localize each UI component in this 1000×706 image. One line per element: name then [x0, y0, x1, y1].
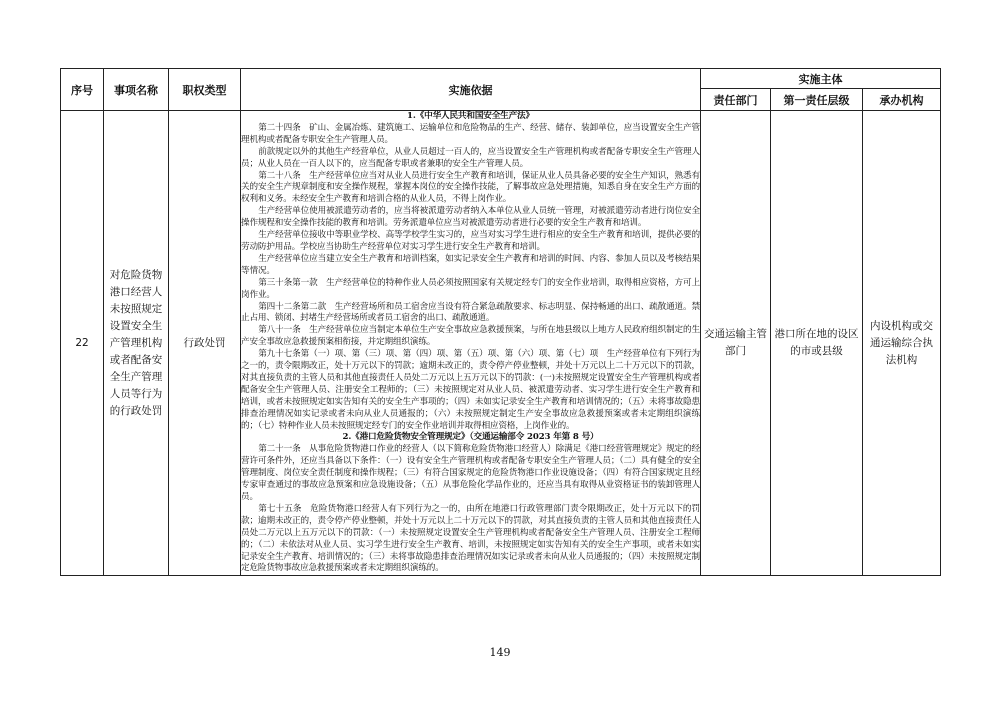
header-power-type: 职权类型 — [169, 69, 241, 111]
header-agency: 承办机构 — [863, 89, 941, 111]
row-first-level: 港口所在地的设区的市或县级 — [774, 328, 859, 358]
basis-paragraph: 生产经营单位接收中等职业学校、高等学校学生实习的，应当对实习学生进行相应的安全生产教育和培训，提供必要的劳动防护用品。学校应当协助生产经营单位对实习学生进行安全生产教育和培训。 — [241, 230, 700, 252]
row-item-name: 对危险货物港口经营人未按照规定设置安全生产管理机构或者配备安全生产管理人员等行为的行政处罚 — [109, 268, 163, 417]
basis-paragraph: 第二十一条 从事危险货物港口作业的经营人（以下简称危险货物港口经营人）除满足《港口经营管理规定》规定的经营许可条件外，还应当具备以下条件：（一）设有安全生产管理机构或者配备专职安全生产管理人员；（二）具有健全的安全管理制度、岗位安全责任制度和操作规程；（三）有符合国家规定的危险货物港口作业设施设备；（四）有符合国家规定且经专家审查通过的事故应急预案和应急设施设备；（五）从事危险化学品作业的，还应当具有取得从业资格证书的装卸管理人员。 — [241, 444, 700, 502]
basis-paragraph: 第二十四条 矿山、金属冶炼、建筑施工、运输单位和危险物品的生产、经营、储存、装卸单位，应当设置安全生产管理机构或者配备专职安全生产管理人员。 — [241, 122, 700, 145]
law-title: 1.《中华人民共和国安全生产法》 — [407, 111, 534, 121]
basis-paragraph: 第二十八条 生产经营单位应当对从业人员进行安全生产教育和培训，保证从业人员具备必要的安全生产知识，熟悉有关的安全生产规章制度和安全操作规程，掌握本岗位的安全操作技能，了解事故应急处理措施，知悉自身在安全生产方面的权利和义务。未经安全生产教育和培训合格的从业人员，不得上岗作业。 — [241, 170, 700, 205]
basis-paragraph: 生产经营单位使用被派遣劳动者的，应当将被派遣劳动者纳入本单位从业人员统一管理，对被派遣劳动者进行岗位安全操作规程和安全操作技能的教育和培训。劳务派遣单位应当对被派遣劳动者进行必要的安全生产教育和培训。 — [241, 206, 700, 229]
row-basis — [241, 111, 701, 576]
basis-paragraph: 第八十一条 生产经营单位应当制定本单位生产安全事故应急救援预案，与所在地县级以上地方人民政府组织制定的生产安全事故应急救援预案相衔接，并定期组织演练。 — [241, 325, 700, 348]
row-resp-dept: 交通运输主管部门 — [704, 328, 767, 358]
basis-paragraph: 生产经营单位应当建立安全生产教育和培训档案，如实记录安全生产教育和培训的时间、内容、参加人员以及考核结果等情况。 — [241, 253, 700, 276]
basis-paragraph: 第九十七条第（一）项、第（三）项、第（四）项、第（五）项、第（六）项、第（七）项 生产经营单位有下列行为之一的，责令限期改正，处十万元以下的罚款；逾期未改正的，责令停产停业整顿，并处十万元以上二十万元以下的罚款，对其直接负责的主管人员和其他直接责任人员处二万元以上五万元以下的罚款：(一)未按照规定设置安全生产管理机构或者配备安全生产管理人员、注册安全工程师的；（三）未按照规定对从业人员、被派遣劳动者、实习学生进行安全生产教育和培训，或者未按照规定如实告知有关的安全生产事项的；（四）未如实记录安全生产教育和培训情况的；（五）未将事故隐患排查治理情况如实记录或者未向从业人员通报的；（六）未按照规定制定生产安全事故应急救援预案或者未定期组织演练的；（七）特种作业人员未按照规定经专门的安全作业培训并取得相应资格，上岗作业的。 — [241, 349, 700, 431]
header-subject: 实施主体 — [701, 69, 941, 89]
basis-paragraph: 第三十条第一款 生产经营单位的特种作业人员必须按照国家有关规定经专门的安全作业培训，取得相应资格，方可上岗作业。 — [241, 277, 700, 300]
header-item-name: 事项名称 — [104, 69, 169, 111]
basis-paragraph: 第七十五条 危险货物港口经营人有下列行为之一的，由所在地港口行政管理部门责令限期改正，处十万元以下的罚款；逾期未改正的，责令停产停业整顿，并处十万元以上二十万元以下的罚款，对其直接负责的主管人员和其他直接责任人员处二万元以上五万元以下的罚款：（一）未按照规定设置安全生产管理机构或者配备安全生产管理人员、注册安全工程师的；（二）未依法对从业人员、实习学生进行安全生产教育、培训，未按照规定如实告知有关的安全生产事项，或者未如实记录安全生产教育、培训情况的；（三）未将事故隐患排查治理情况如实记录或者未向从业人员通报的；（四）未按照规定制定危险货物事故应急救援预案或者未定期组织演练的。 — [241, 503, 700, 574]
table-row — [61, 111, 941, 576]
row-agency: 内设机构或交通运输综合执法机构 — [870, 319, 933, 366]
header-basis: 实施依据 — [241, 69, 701, 111]
header-first-level: 第一责任层级 — [771, 89, 863, 111]
implementation-table — [60, 68, 941, 576]
page-number: 149 — [489, 646, 511, 659]
row-no: 22 — [61, 111, 104, 576]
row-power-type: 行政处罚 — [169, 111, 241, 576]
header-resp-dept: 责任部门 — [701, 89, 771, 111]
law-title: 2.《港口危险货物安全管理规定》（交通运输部令 2023 年第 8 号） — [342, 432, 599, 443]
basis-paragraph: 第四十二条第二款 生产经营场所和员工宿舍应当设有符合紧急疏散要求、标志明显、保持畅通的出口、疏散通道。禁止占用、锁闭、封堵生产经营场所或者员工宿舍的出口、疏散通道。 — [241, 301, 700, 324]
header-no: 序号 — [61, 69, 104, 111]
basis-paragraph: 前款规定以外的其他生产经营单位，从业人员超过一百人的，应当设置安全生产管理机构或者配备专职安全生产管理人员；从业人员在一百人以下的，应当配备专职或者兼职的安全生产管理人员。 — [241, 146, 700, 169]
